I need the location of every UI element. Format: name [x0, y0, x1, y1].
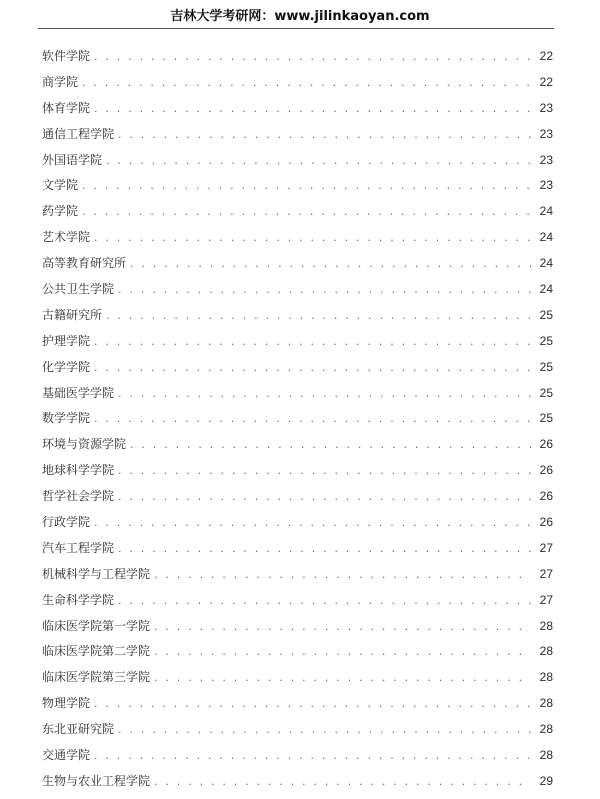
toc-entry-title: 临床医学院第二学院 — [42, 644, 151, 659]
toc-entry-title: 数学学院 — [42, 411, 91, 426]
toc-entry-title: 临床医学院第三学院 — [42, 670, 151, 685]
toc-entry-title: 药学院 — [42, 204, 79, 219]
toc-entry-page-number: 26 — [539, 463, 553, 478]
toc-entry[interactable] — [42, 510, 553, 536]
toc-entry[interactable] — [42, 769, 553, 795]
toc-entry-page-number: 25 — [539, 333, 553, 348]
toc-dot-leader — [94, 96, 531, 122]
toc-entry-page-number: 24 — [539, 256, 553, 271]
toc-entry-page-number: 22 — [539, 74, 553, 89]
toc-entry-title: 软件学院 — [42, 49, 91, 63]
toc-entry-title: 临床医学院第一学院 — [42, 618, 151, 633]
toc-dot-leader — [94, 691, 531, 717]
toc-entry-title: 基础医学学院 — [42, 385, 115, 400]
toc-entry[interactable] — [42, 432, 553, 458]
toc-entry[interactable] — [42, 122, 553, 148]
toc-dot-leader — [94, 44, 531, 70]
toc-entry[interactable] — [42, 355, 553, 381]
toc-dot-leader — [94, 225, 531, 251]
toc-entry-title: 公共卫生学院 — [42, 282, 115, 297]
toc-dot-leader — [118, 484, 531, 510]
toc-entry-page-number: 25 — [539, 359, 553, 374]
toc-entry[interactable] — [42, 562, 553, 588]
toc-entry-page-number: 22 — [539, 49, 553, 63]
toc-dot-leader — [94, 355, 531, 381]
toc-entry-page-number: 24 — [539, 230, 553, 245]
toc-entry[interactable] — [42, 614, 553, 640]
toc-entry[interactable] — [42, 148, 553, 174]
toc-entry-title: 文学院 — [42, 178, 79, 193]
toc-entry-page-number: 23 — [539, 100, 553, 115]
toc-entry-page-number: 25 — [539, 307, 553, 322]
toc-entry-title: 商学院 — [42, 74, 79, 89]
toc-dot-leader — [130, 251, 531, 277]
toc-entry[interactable] — [42, 717, 553, 743]
toc-dot-leader — [94, 743, 531, 769]
toc-entry[interactable] — [42, 277, 553, 303]
toc-dot-leader — [106, 148, 531, 174]
toc-entry-page-number: 28 — [539, 670, 553, 685]
toc-entry[interactable] — [42, 70, 553, 96]
toc-entry[interactable] — [42, 329, 553, 355]
toc-entry-page-number: 24 — [539, 204, 553, 219]
toc-entry-page-number: 27 — [539, 566, 553, 581]
toc-entry[interactable] — [42, 406, 553, 432]
toc-entry-page-number: 26 — [539, 515, 553, 530]
toc-entry-page-number: 23 — [539, 126, 553, 141]
toc-dot-leader — [118, 277, 531, 303]
toc-entry-page-number: 28 — [539, 722, 553, 737]
toc-entry-title: 艺术学院 — [42, 230, 91, 245]
toc-entry-title: 化学学院 — [42, 359, 91, 374]
toc-entry[interactable] — [42, 44, 553, 70]
toc-entry-page-number: 29 — [539, 773, 553, 788]
toc-entry-page-number: 25 — [539, 385, 553, 400]
toc-dot-leader — [118, 717, 531, 743]
toc-entry-title: 哲学社会学院 — [42, 489, 115, 504]
toc-entry[interactable] — [42, 639, 553, 665]
toc-entry-title: 通信工程学院 — [42, 126, 115, 141]
toc-dot-leader — [118, 588, 531, 614]
toc-dot-leader — [154, 665, 531, 691]
page-header-title: 吉林大学考研网：www.jilinkaoyan.com — [170, 9, 430, 24]
table-of-contents — [42, 44, 553, 795]
toc-dot-leader — [118, 381, 531, 407]
toc-entry-title: 生物与农业工程学院 — [42, 773, 151, 788]
toc-entry-page-number: 28 — [539, 618, 553, 633]
toc-entry-title: 护理学院 — [42, 333, 91, 348]
toc-entry-title: 地球科学学院 — [42, 463, 115, 478]
toc-entry-title: 汽车工程学院 — [42, 540, 115, 555]
toc-entry[interactable] — [42, 484, 553, 510]
toc-entry[interactable] — [42, 225, 553, 251]
toc-dot-leader — [154, 769, 531, 795]
toc-dot-leader — [118, 536, 531, 562]
toc-entry-title: 东北亚研究院 — [42, 722, 115, 737]
toc-entry-title: 环境与资源学院 — [42, 437, 127, 452]
toc-entry[interactable] — [42, 381, 553, 407]
toc-entry[interactable] — [42, 536, 553, 562]
toc-entry[interactable] — [42, 691, 553, 717]
toc-entry-title: 外国语学院 — [42, 152, 103, 167]
toc-entry-page-number: 23 — [539, 178, 553, 193]
toc-dot-leader — [154, 562, 531, 588]
toc-dot-leader — [82, 70, 531, 96]
toc-entry[interactable] — [42, 303, 553, 329]
toc-entry-page-number: 27 — [539, 540, 553, 555]
toc-entry[interactable] — [42, 665, 553, 691]
toc-dot-leader — [118, 458, 531, 484]
toc-entry-page-number: 23 — [539, 152, 553, 167]
header-divider — [38, 28, 554, 29]
toc-entry-title: 生命科学学院 — [42, 592, 115, 607]
toc-entry[interactable] — [42, 251, 553, 277]
toc-dot-leader — [82, 199, 531, 225]
toc-dot-leader — [106, 303, 531, 329]
toc-entry-title: 交通学院 — [42, 748, 91, 763]
toc-entry[interactable] — [42, 458, 553, 484]
toc-dot-leader — [82, 173, 531, 199]
toc-entry-page-number: 28 — [539, 644, 553, 659]
toc-dot-leader — [154, 639, 531, 665]
toc-entry[interactable] — [42, 199, 553, 225]
toc-entry[interactable] — [42, 743, 553, 769]
toc-entry-page-number: 26 — [539, 437, 553, 452]
toc-entry-title: 物理学院 — [42, 696, 91, 711]
toc-entry-title: 行政学院 — [42, 515, 91, 530]
toc-entry-title: 高等教育研究所 — [42, 256, 127, 271]
toc-dot-leader — [130, 432, 531, 458]
toc-entry-page-number: 27 — [539, 592, 553, 607]
toc-dot-leader — [118, 122, 531, 148]
toc-entry[interactable] — [42, 96, 553, 122]
toc-dot-leader — [94, 406, 531, 432]
toc-dot-leader — [154, 614, 531, 640]
toc-entry[interactable] — [42, 173, 553, 199]
toc-entry-page-number: 25 — [539, 411, 553, 426]
toc-dot-leader — [94, 510, 531, 536]
toc-entry-page-number: 28 — [539, 748, 553, 763]
toc-entry-title: 体育学院 — [42, 100, 91, 115]
toc-dot-leader — [94, 329, 531, 355]
toc-entry[interactable] — [42, 588, 553, 614]
toc-entry-title: 古籍研究所 — [42, 307, 103, 322]
toc-entry-page-number: 28 — [539, 696, 553, 711]
toc-entry-title: 机械科学与工程学院 — [42, 566, 151, 581]
toc-entry-page-number: 24 — [539, 282, 553, 297]
toc-entry-page-number: 26 — [539, 489, 553, 504]
